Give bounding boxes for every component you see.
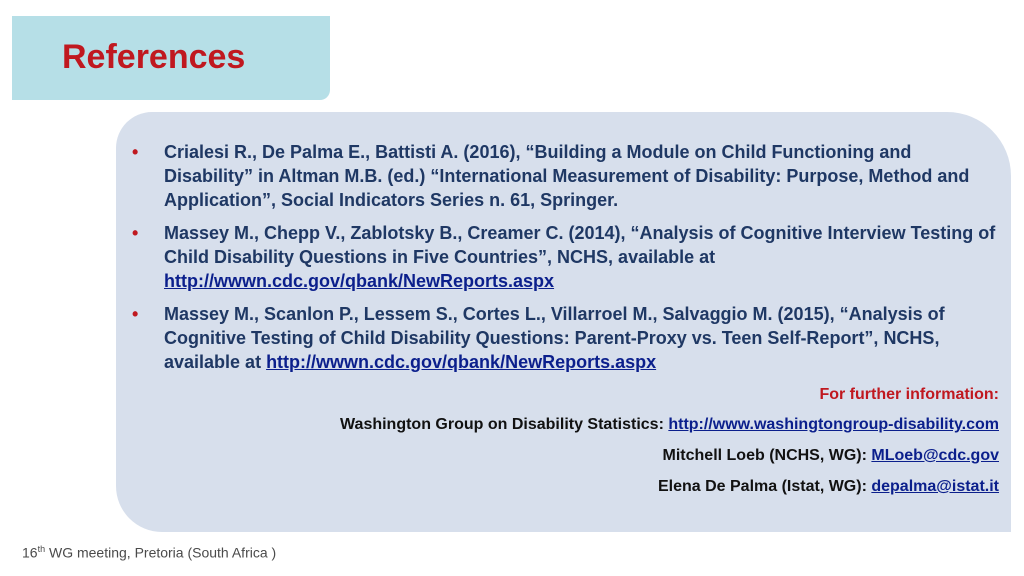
reference-link[interactable]: http://wwwn.cdc.gov/qbank/NewReports.aspx [266,352,657,372]
bullet-icon: • [132,304,139,324]
footer-label: WG meeting, Pretoria (South Africa ) [45,544,277,561]
contact-line-depalma [658,478,999,496]
bullet-icon: • [132,223,139,243]
footer-text [22,544,276,561]
contact-line-wg [340,416,999,434]
reference-list [132,140,997,383]
contact-label: Elena De Palma (Istat, WG): [657,478,872,495]
email-link[interactable]: MLoeb@cdc.gov [871,447,999,464]
email-link[interactable]: depalma@istat.it [871,478,999,495]
bullet-icon: • [132,142,139,162]
reference-item [132,302,997,374]
footer-suffix: th [37,544,46,554]
reference-text: Crialesi R., De Palma E., Battisti A. (2016), “Building a Module on Child Functioning and Disability” in Altman M.B. (ed.) “International Measurement of Disability: Purpose, Method and Application”, Social Indicators Series n. 61, Springer. [164,142,970,210]
contact-label: Washington Group on Disability Statistics: [340,416,669,433]
reference-text: Massey M., Scanlon P., Lessem S., Cortes L., Villarroel M., Salvaggio M. (2015), “Analysis of Cognitive Testing of Child Disability Questions: Parent-Proxy vs. Teen Self-Report”, NCHS, available at [164,304,945,372]
footer-number: 16 [22,544,38,561]
contact-label: Mitchell Loeb (NCHS, WG): [662,447,872,464]
website-link[interactable]: http://www.washingtongroup-disability.com [668,416,999,433]
further-info-heading: For further information: [819,386,999,403]
reference-text: Massey M., Chepp V., Zablotsky B., Creamer C. (2014), “Analysis of Cognitive Interview Testing of Child Disability Questions in Five Countries”, NCHS, available at [164,223,996,267]
contact-line-loeb [663,447,999,465]
reference-item [132,221,997,293]
reference-link[interactable]: http://wwwn.cdc.gov/qbank/NewReports.aspx [164,271,555,291]
page-title: References [62,38,246,76]
reference-item [132,140,997,212]
